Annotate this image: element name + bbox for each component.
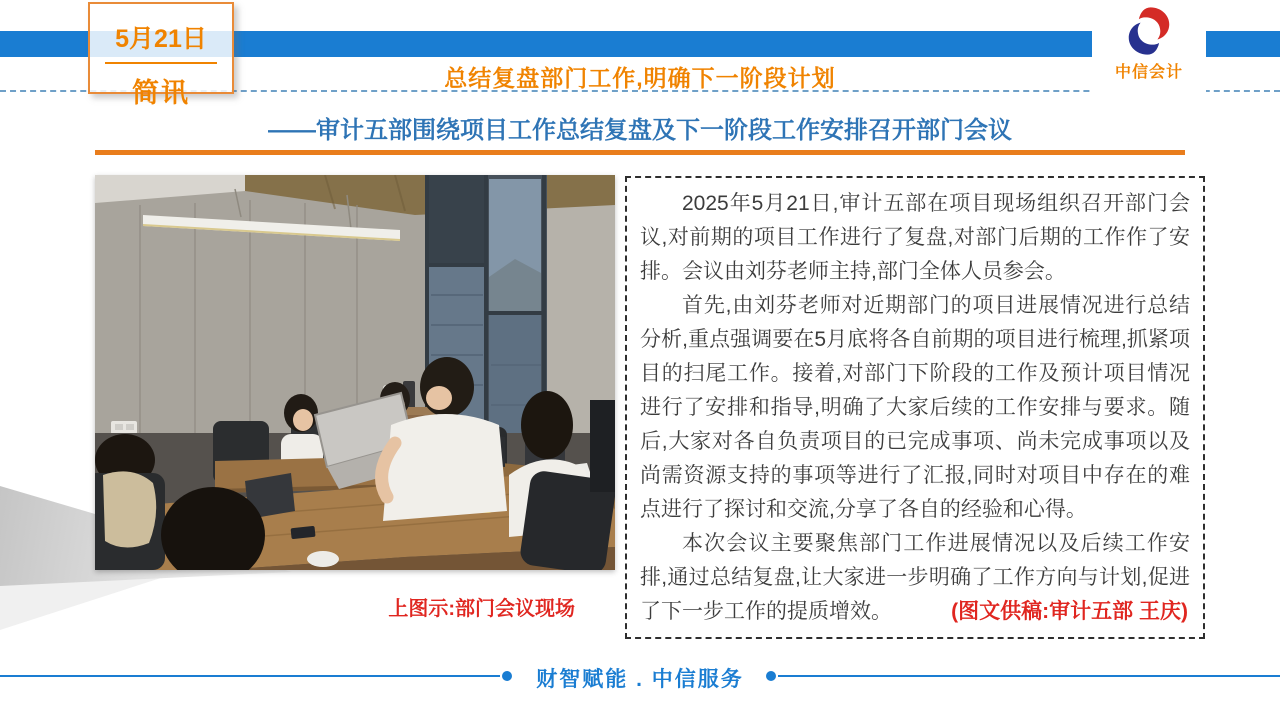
title-underline <box>95 150 1185 155</box>
badge-divider <box>105 62 217 64</box>
meeting-photo <box>95 175 615 570</box>
article-credit: (图文供稿:审计五部 王庆) <box>951 600 1188 623</box>
article-paragraph: 首先,由刘芬老师对近期部门的项目进展情况进行总结分析,重点强调要在5月底将各自前期的项目进行梳理,抓紧项目的扫尾工作。接着,对部门下阶段的工作及预计项目情况进行了安排和指导,明确了大家后续的工作安排与要求。随后,大家对各自负责项目的已完成事项、尚未完成事项以及尚需资源支持的事项等进行了汇报,同时对项目中存在的难点进行了探讨和交流,分享了各自的经验和心得。 <box>640 294 1190 521</box>
badge-label: 简讯 <box>132 78 190 108</box>
photo-caption: 上图示:部门会议现场 <box>388 598 575 620</box>
date-badge <box>88 2 234 108</box>
article-paragraph: 本次会议主要聚焦部门工作进展情况以及后续工作安排,通过总结复盘,让大家进一步明确了工作方向与计划,促进了下一步工作的提质增效。 <box>640 532 1190 623</box>
citic-swirl-icon <box>1122 4 1176 58</box>
article-paragraph: 2025年5月21日,审计五部在项目现场组织召开部门会议,对前期的项目工作进行了复盘,对部门后期的工作作了安排。会议由刘芬老师主持,部门全体人员参会。 <box>640 192 1190 283</box>
footer-slogan: 财智赋能 . 中信服务 <box>536 668 744 691</box>
footer-dot-right <box>766 671 776 681</box>
company-logo <box>1092 0 1206 92</box>
banner-title: 总结复盘部门工作,明确下一阶段计划 <box>444 65 836 91</box>
meeting-photo-illustration <box>95 175 615 570</box>
logo-text: 中信会计 <box>1114 64 1183 81</box>
page-title: ——审计五部围绕项目工作总结复盘及下一阶段工作安排召开部门会议 <box>268 117 1012 144</box>
badge-date: 5月21日 <box>115 25 207 53</box>
footer-line-right <box>778 675 1280 677</box>
article-box <box>625 176 1205 639</box>
